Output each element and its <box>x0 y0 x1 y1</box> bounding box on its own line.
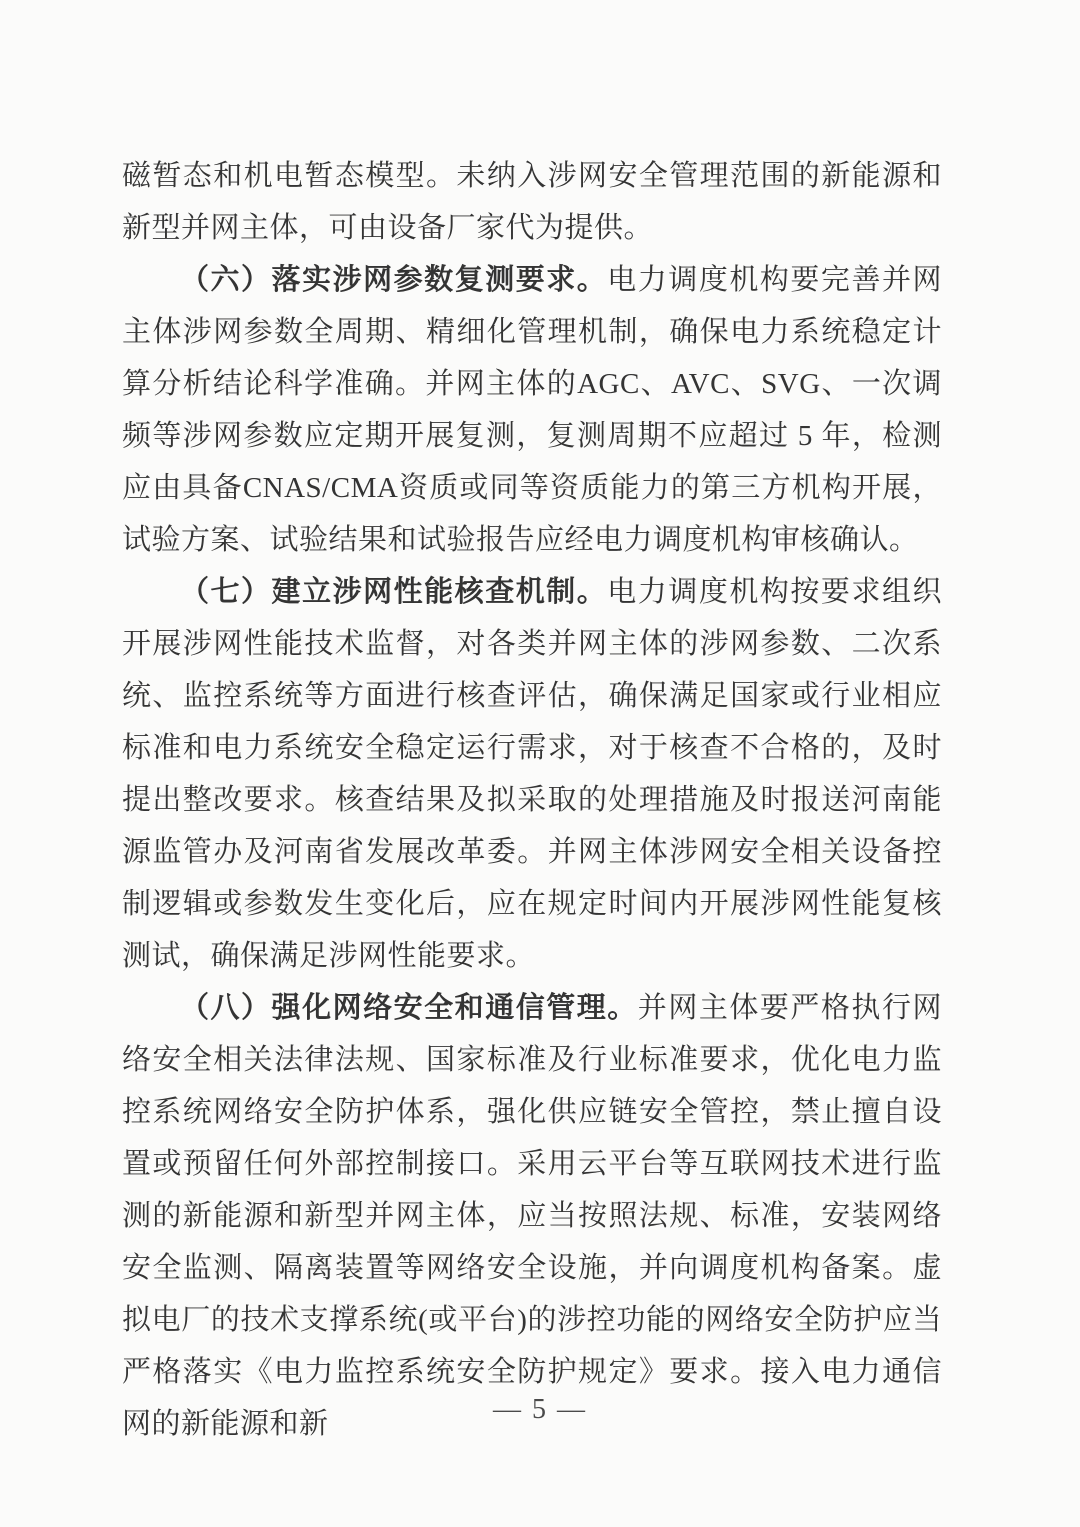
section-heading: （七）建立涉网性能核查机制。 <box>180 576 608 608</box>
paragraph-1: 磁暂态和机电暂态模型。未纳入涉网安全管理范围的新能源和新型并网主体，可由设备厂家代为提供。 <box>122 160 942 244</box>
paragraph-2: （六）落实涉网参数复测要求。电力调度机构要完善并网主体涉网参数全周期、精细化管理机制，确保电力系统稳定计算分析结论科学准确。并网主体的AGC、AVC、SVG、一次调频等涉网参数应定期开展复测，复测周期不应超过 5 年，检测应由具备CNAS/CMA资质或同等资质能力的第三方机构开展，试验方案、试验结果和试验报告应经电力调度机构审核确认。 <box>122 264 942 556</box>
paragraph-3: （七）建立涉网性能核查机制。电力调度机构按要求组织开展涉网性能技术监督，对各类并网主体的涉网参数、二次系统、监控系统等方面进行核查评估，确保满足国家或行业相应标准和电力系统安全稳定运行需求，对于核查不合格的，及时提出整改要求。核查结果及拟采取的处理措施及时报送河南能源监管办及河南省发展改革委。并网主体涉网安全相关设备控制逻辑或参数发生变化后，应在规定时间内开展涉网性能复核测试，确保满足涉网性能要求。 <box>122 576 942 972</box>
page-footer <box>0 1384 1080 1436</box>
document-body <box>122 150 942 1450</box>
section-heading: （八）强化网络安全和通信管理。 <box>180 992 638 1024</box>
paragraph-4: （八）强化网络安全和通信管理。并网主体要严格执行网络安全相关法律法规、国家标准及行业标准要求，优化电力监控系统网络安全防护体系，强化供应链安全管控，禁止擅自设置或预留任何外部控制接口。采用云平台等互联网技术进行监测的新能源和新型并网主体，应当按照法规、标准，安装网络安全监测、隔离装置等网络安全设施，并向调度机构备案。虚拟电厂的技术支撑系统(或平台)的涉控功能的网络安全防护应当严格落实《电力监控系统安全防护规定》要求。接入电力通信网的新能源和新 <box>122 992 942 1440</box>
section-heading: （六）落实涉网参数复测要求。 <box>180 264 608 296</box>
page-number: — 5 — <box>493 1394 587 1425</box>
